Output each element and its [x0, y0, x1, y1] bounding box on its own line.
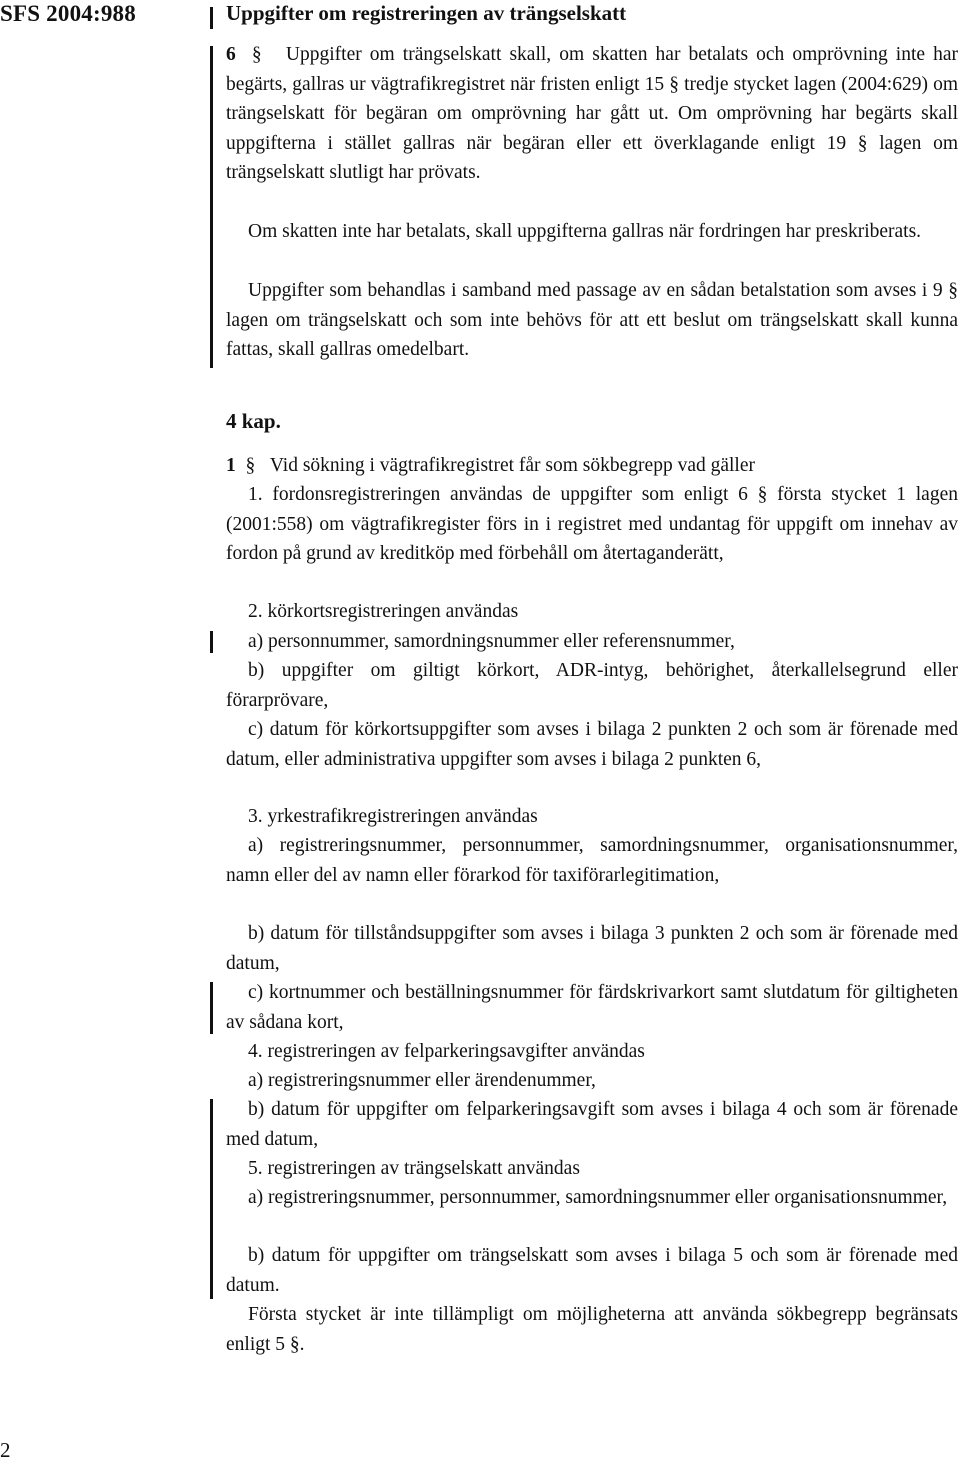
list-item: 4. registreringen av felparkeringsavgifter användas [248, 1041, 645, 1062]
list-item: a) registreringsnummer, personnummer, samordningsnummer, organisationsnummer, namn eller del av namn eller förarkod för taxiförarlegitimation, [226, 835, 958, 886]
paragraph-text: Första stycket är inte tillämpligt om möjligheterna att använda sökbegrepp begränsats enligt 5 §. [226, 1304, 958, 1355]
section-heading: Uppgifter om registreringen av trängselskatt [226, 1, 627, 25]
paragraph-text: Uppgifter som behandlas i samband med passage av en sådan betalstation som avses i 9 § lagen om trängselskatt och som inte behövs för att ett beslut om trängselskatt skall kunna fattas, skall gallras omedelbart. [226, 280, 958, 360]
list-item: b) datum för tillståndsuppgifter som avses i bilaga 3 punkten 2 och som är förenade med datum, [226, 923, 958, 974]
list-item: c) kortnummer och beställningsnummer för färdskrivarkort samt slutdatum för giltigheten av sådana kort, [226, 982, 958, 1033]
list-item: 1. fordonsregistreringen användas de uppgifter som enligt 6 § första stycket 1 lagen (2001:558) om vägtrafikregister förs in i registret med undantag för uppgift om innehav av fordon på grund av kreditköp med förbehåll om återtaganderätt, [226, 484, 958, 564]
list-item: 5. registreringen av trängselskatt användas [248, 1158, 580, 1179]
paragraph-1-intro [226, 451, 958, 481]
change-bar [210, 982, 213, 1034]
paragraph-number: 6 [226, 44, 236, 65]
paragraph-text: Vid sökning i vägtrafikregistret får som sökbegrepp vad gäller [269, 455, 755, 476]
paragraph-text: Om skatten inte har betalats, skall uppgifterna gallras när fordringen har preskriberats. [248, 221, 922, 242]
change-bar [210, 7, 213, 29]
page-number: 2 [0, 1438, 11, 1462]
section-sign: § [245, 455, 256, 476]
sfs-number: SFS 2004:988 [0, 1, 136, 26]
list-item: b) uppgifter om giltigt körkort, ADR-intyg, behörighet, återkallelsegrund eller förarprövare, [226, 660, 958, 711]
list-item: 2. körkortsregistreringen användas [248, 601, 519, 622]
list-item: b) datum för uppgifter om trängselskatt som avses i bilaga 5 och som är förenade med datum. [226, 1245, 958, 1296]
list-item: c) datum för körkortsuppgifter som avses i bilaga 2 punkten 2 och som är förenade med datum, eller administrativa uppgifter som avses i bilaga 2 punkten 6, [226, 719, 958, 770]
change-bar [210, 1099, 213, 1299]
change-bar [210, 631, 213, 653]
list-item: 3. yrkestrafikregistreringen användas [248, 806, 538, 827]
list-item: a) registreringsnummer, personnummer, samordningsnummer eller organisationsnummer, [248, 1187, 948, 1208]
paragraph-6 [226, 40, 958, 188]
section-sign: § [251, 44, 262, 65]
list-item: b) datum för uppgifter om felparkeringsavgift som avses i bilaga 4 och som är förenade med datum, [226, 1099, 958, 1150]
paragraph-text: Uppgifter om trängselskatt skall, om skatten har betalats och omprövning inte har begärts, gallras ur vägtrafikregistret när fristen enligt 15 § tredje stycket lagen (2004:629) om trängselskatt för begäran om omprövning har gått ut. Om omprövning har begärts skall uppgifterna i stället gallras när begäran eller ett överklagande enligt 19 § lagen om trängselskatt slutligt har prövats. [226, 44, 959, 183]
list-item: a) personnummer, samordningsnummer eller referensnummer, [248, 631, 735, 652]
paragraph-number: 1 [226, 455, 236, 476]
chapter-heading: 4 kap. [226, 409, 281, 433]
change-bar [210, 46, 213, 368]
list-item: a) registreringsnummer eller ärendenummer, [248, 1070, 596, 1091]
